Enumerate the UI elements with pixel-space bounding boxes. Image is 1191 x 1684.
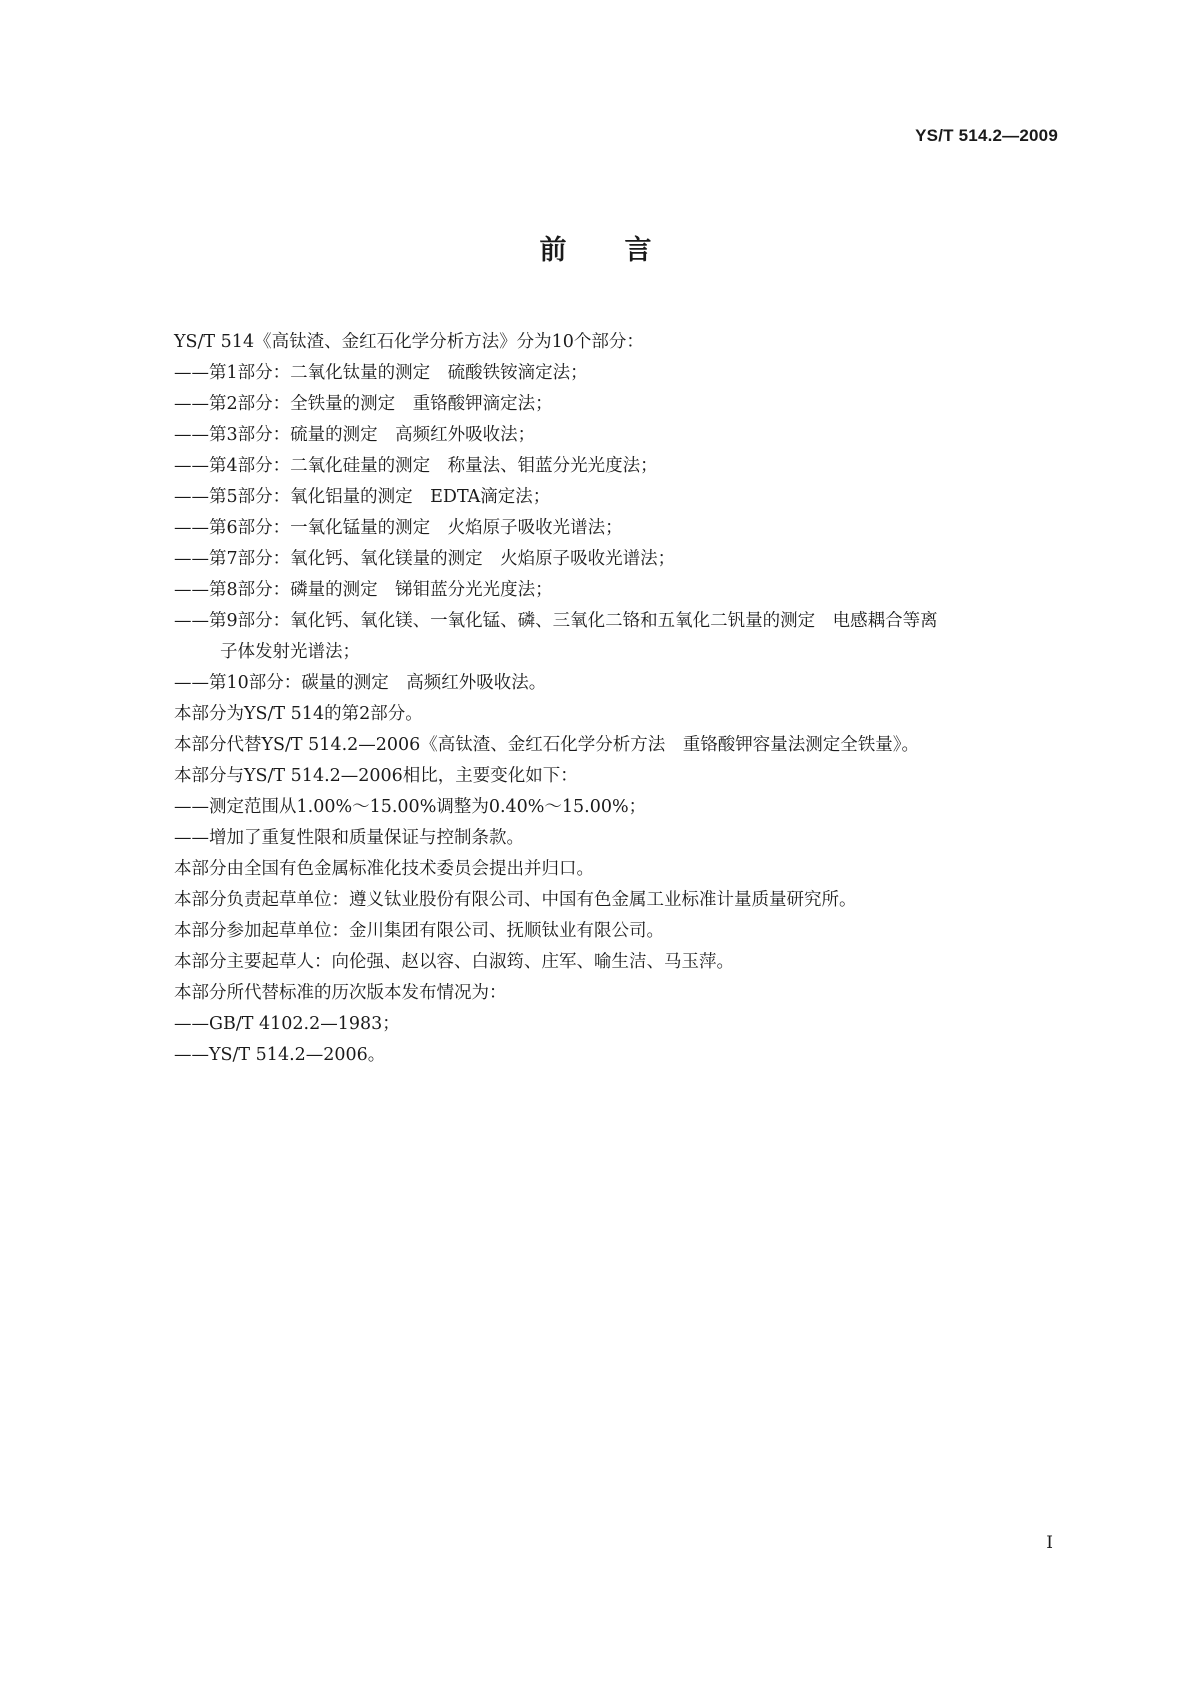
history-item-2: ——YS/T 514.2—2006。 <box>174 1045 386 1065</box>
foreword-body <box>174 327 1064 1071</box>
paragraph-lead-drafters: 本部分负责起草单位：遵义钛业股份有限公司、中国有色金属工业标准计量质量研究所。 <box>174 890 857 910</box>
part-item-7: ——第7部分：氧化钙、氧化镁量的测定 火焰原子吸收光谱法； <box>174 549 676 569</box>
paragraph-replaces: 本部分代替YS/T 514.2—2006《高钛渣、金红石化学分析方法 重铬酸钾容量法测定全铁量》。 <box>174 735 920 755</box>
part-item-4: ——第4部分：二氧化硅量的测定 称量法、钼蓝分光光度法； <box>174 456 658 476</box>
part-item-10: ——第10部分：碳量的测定 高频红外吸收法。 <box>174 673 547 693</box>
paragraph-drafters: 本部分主要起草人：向伦强、赵以容、白淑筠、庄军、喻生洁、马玉萍。 <box>174 952 734 972</box>
part-item-3: ——第3部分：硫量的测定 高频红外吸收法； <box>174 425 536 445</box>
part-item-5: ——第5部分：氧化铝量的测定 EDTA滴定法； <box>174 487 551 507</box>
part-item-9-continued: 子体发射光谱法； <box>220 642 360 662</box>
standard-code: YS/T 514.2—2009 <box>915 126 1058 145</box>
part-item-2: ——第2部分：全铁量的测定 重铬酸钾滴定法； <box>174 394 553 414</box>
page-number: I <box>1046 1533 1053 1553</box>
intro-line: YS/T 514《高钛渣、金红石化学分析方法》分为10个部分： <box>174 332 644 352</box>
paragraph-participants: 本部分参加起草单位：金川集团有限公司、抚顺钛业有限公司。 <box>174 921 664 941</box>
change-item-2: ——增加了重复性限和质量保证与控制条款。 <box>174 828 524 848</box>
change-item-1: ——测定范围从1.00%～15.00%调整为0.40%～15.00%； <box>174 797 647 817</box>
paragraph-history: 本部分所代替标准的历次版本发布情况为： <box>174 983 507 1003</box>
paragraph-part-statement: 本部分为YS/T 514的第2部分。 <box>174 704 423 724</box>
page-title: 前言 <box>539 235 710 266</box>
part-item-6: ——第6部分：一氧化锰量的测定 火焰原子吸收光谱法； <box>174 518 623 538</box>
part-item-1: ——第1部分：二氧化钛量的测定 硫酸铁铵滴定法； <box>174 363 588 383</box>
paragraph-proposer: 本部分由全国有色金属标准化技术委员会提出并归口。 <box>174 859 594 879</box>
part-item-9: ——第9部分：氧化钙、氧化镁、一氧化锰、磷、三氧化二铬和五氧化二钒量的测定 电感耦合等离 <box>174 611 938 631</box>
paragraph-changes: 本部分与YS/T 514.2—2006相比，主要变化如下： <box>174 766 578 786</box>
history-item-1: ——GB/T 4102.2—1983； <box>174 1014 400 1034</box>
part-item-8: ——第8部分：磷量的测定 锑钼蓝分光光度法； <box>174 580 553 600</box>
